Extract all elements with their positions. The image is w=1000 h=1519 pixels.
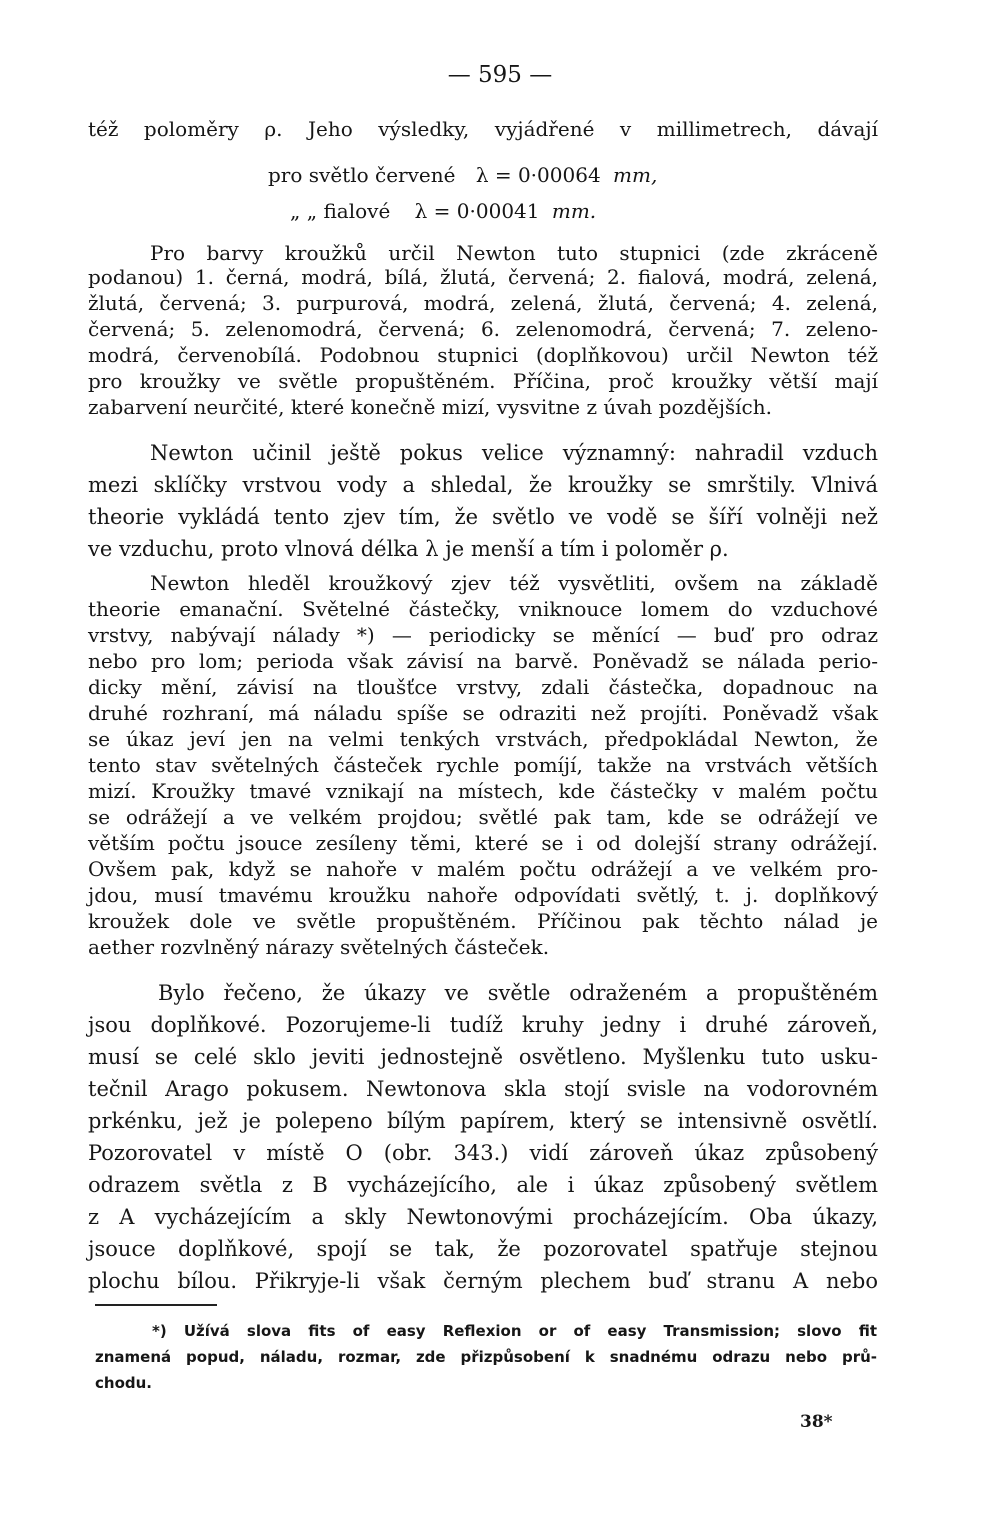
text-line: plochu bílou. Přikryje-li však černým plechem buď stranu A nebo: [88, 1269, 878, 1293]
text-line: červená; 5. zelenomodrá, červená; 6. zelenomodrá, červená; 7. zeleno-: [88, 317, 878, 341]
text-line: též poloměry ρ. Jeho výsledky, vyjádřené v millimetrech, dávají: [88, 117, 878, 141]
equation-unit: mm,: [613, 163, 658, 187]
text-line: Ovšem pak, když se nahoře v malém počtu odrážejí a ve velkém pro-: [88, 857, 878, 881]
equation-red: [268, 162, 657, 188]
text-line: theorie vykládá tento zjev tím, že světlo ve vodě se šíří volněji než: [88, 505, 878, 529]
text-line: vrstvy, nabývají nálady *) — periodicky se měnící — buď pro odraz: [88, 623, 878, 647]
signature-mark: 38*: [800, 1412, 833, 1432]
text-line: tečnil Arago pokusem. Newtonova skla stojí svisle na vodorovném: [88, 1077, 878, 1101]
equation-prefix: „ „ fialové: [290, 199, 391, 223]
text-line: Pozorovatel v místě O (obr. 343.) vidí zároveň úkaz způsobený: [88, 1141, 878, 1165]
text-line: theorie emanační. Světelné částečky, vniknouce lomem do vzduchové: [88, 597, 878, 621]
text-line: dicky mění, závisí na tloušťce vrstvy, zdali částečka, dopadnouc na: [88, 675, 878, 699]
equation-violet: [290, 198, 596, 224]
text-line: Newton hleděl kroužkový zjev též vysvětliti, ovšem na základě: [150, 571, 878, 595]
footnote-divider: [95, 1304, 217, 1306]
equation-unit: mm.: [551, 199, 597, 223]
text-line: jsou doplňkové. Pozorujeme-li tudíž kruhy jedny i druhé zároveň,: [88, 1013, 878, 1037]
text-line: pro kroužky ve světle propuštěném. Příčina, proč kroužky větší mají: [88, 369, 878, 393]
footnote-line: chodu.: [95, 1374, 152, 1392]
text-line: druhé rozhraní, má náladu spíše se odraziti než projíti. Poněvadž však: [88, 701, 878, 725]
text-line: jdou, musí tmavému kroužku nahoře odpovídati světlý, t. j. doplňkový: [88, 883, 878, 907]
text-line: prkénku, jež je polepeno bílým papírem, který se intensivně osvětlí.: [88, 1109, 878, 1133]
text-line: musí se celé sklo jeviti jednostejně osvětleno. Myšlenku tuto usku-: [88, 1045, 878, 1069]
footnote-line: *) Užívá slova fits of easy Reflexion or of easy Transmission; slovo fit: [152, 1322, 877, 1340]
text-line: se odrážejí a ve velkém projdou; světlé pak tam, kde se odrážejí ve: [88, 805, 878, 829]
equation-formula: λ = 0·00064: [475, 163, 601, 187]
text-line: žlutá, červená; 3. purpurová, modrá, zelená, žlutá, červená; 4. zelená,: [88, 291, 878, 315]
text-line: větším počtu jsouce zesíleny těmi, které se i od dolejší strany odrážejí.: [88, 831, 878, 855]
text-line: ve vzduchu, proto vlnová délka λ je menší a tím i poloměr ρ.: [88, 537, 729, 561]
text-line: tento stav světelných částeček rychle pomíjí, takže na vrstvách větších: [88, 753, 878, 777]
equation-prefix: pro světlo červené: [268, 163, 456, 187]
text-line: kroužek dole ve světle propuštěném. Příčinou pak těchto nálad je: [88, 909, 878, 933]
text-line: Bylo řečeno, že úkazy ve světle odraženém a propuštěném: [158, 981, 878, 1005]
text-line: nebo pro lom; perioda však závisí na barvě. Poněvadž se nálada perio-: [88, 649, 878, 673]
text-line: mizí. Kroužky tmavé vznikají na místech, kde částečky v malém počtu: [88, 779, 878, 803]
text-line: jsouce doplňkové, spojí se tak, že pozorovatel spatřuje stejnou: [88, 1237, 878, 1261]
text-line: odrazem světla z B vycházejícího, ale i úkaz způsobený světlem: [88, 1173, 878, 1197]
text-line: podanou) 1. černá, modrá, bílá, žlutá, červená; 2. fialová, modrá, zelená,: [88, 265, 878, 289]
page-number: — 595 —: [447, 62, 553, 88]
text-line: modrá, červenobílá. Podobnou stupnici (doplňkovou) určil Newton též: [88, 343, 878, 367]
text-line: se úkaz jeví jen na velmi tenkých vrstvách, předpokládal Newton, že: [88, 727, 878, 751]
footnote-line: znamená popud, náladu, rozmar, zde přizpůsobení k snadnému odrazu nebo prů-: [95, 1348, 877, 1366]
text-line: zabarvení neurčité, které konečně mizí, vysvitne z úvah pozdějších.: [88, 395, 772, 419]
text-line: z A vycházejícím a skly Newtonovými procházejícím. Oba úkazy,: [88, 1205, 878, 1229]
text-line: aether rozvlněný nárazy světelných částeček.: [88, 935, 550, 959]
text-line: Newton učinil ještě pokus velice významný: nahradil vzduch: [150, 441, 878, 465]
text-line: Pro barvy kroužků určil Newton tuto stupnici (zde zkráceně: [150, 241, 878, 265]
text-line: mezi sklíčky vrstvou vody a shledal, že kroužky se smrštily. Vlnivá: [88, 473, 878, 497]
equation-formula: λ = 0·00041: [414, 199, 540, 223]
